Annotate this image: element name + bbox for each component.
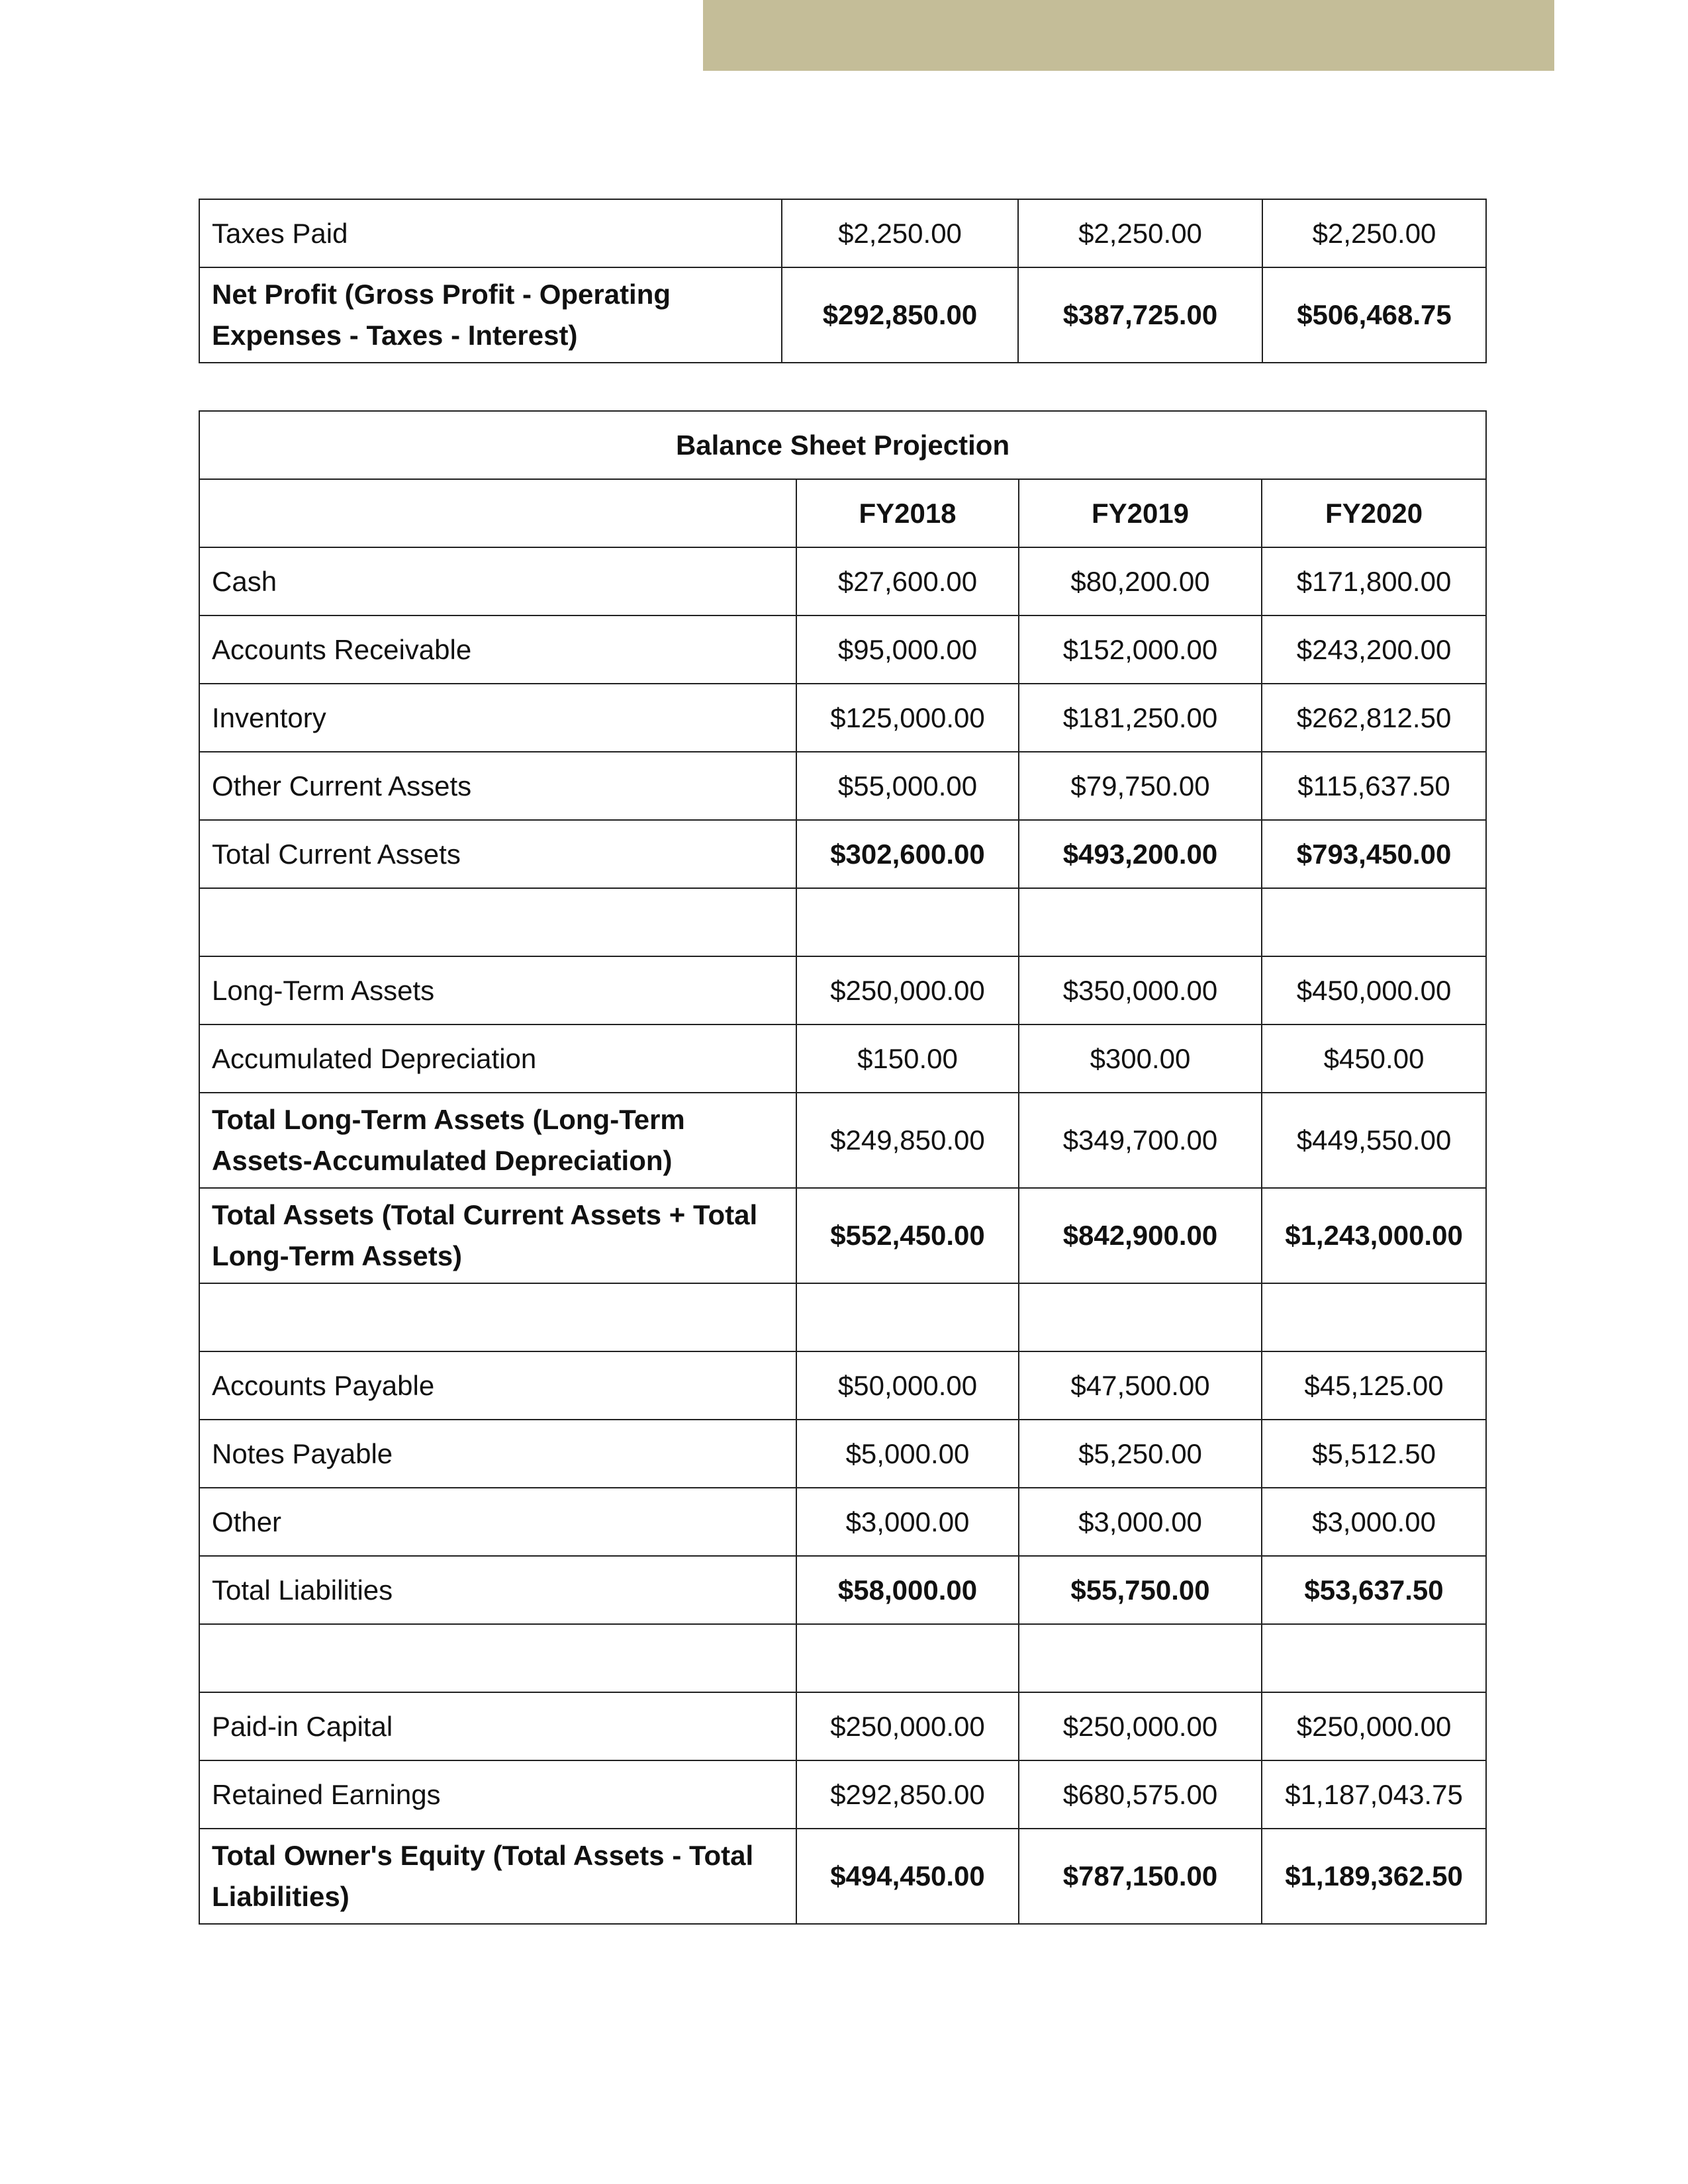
value-cell: $2,250.00 [782, 199, 1018, 267]
value-cell: $1,243,000.00 [1262, 1188, 1486, 1283]
value-cell: $243,200.00 [1262, 615, 1486, 684]
value-cell: $350,000.00 [1019, 956, 1262, 1024]
table-row [199, 1420, 1486, 1488]
value-cell: $150.00 [796, 1024, 1019, 1093]
column-header-year: FY2019 [1019, 479, 1262, 547]
value-cell [1019, 1624, 1262, 1692]
value-cell: $2,250.00 [1262, 199, 1486, 267]
value-cell: $3,000.00 [796, 1488, 1019, 1556]
value-cell: $1,187,043.75 [1262, 1760, 1486, 1829]
value-cell: $152,000.00 [1019, 615, 1262, 684]
value-cell: $680,575.00 [1019, 1760, 1262, 1829]
value-cell [796, 888, 1019, 956]
value-cell: $27,600.00 [796, 547, 1019, 615]
table-row [199, 615, 1486, 684]
table-row [199, 1024, 1486, 1093]
row-label: Total Current Assets [199, 820, 796, 888]
value-cell: $45,125.00 [1262, 1351, 1486, 1420]
table-row [199, 1556, 1486, 1624]
value-cell [1262, 1624, 1486, 1692]
table-row [199, 956, 1486, 1024]
row-label: Total Assets (Total Current Assets + Total Long-Term Assets) [199, 1188, 796, 1283]
table-row [199, 1351, 1486, 1420]
table-row [199, 684, 1486, 752]
value-cell: $262,812.50 [1262, 684, 1486, 752]
value-cell: $5,512.50 [1262, 1420, 1486, 1488]
value-cell: $793,450.00 [1262, 820, 1486, 888]
value-cell: $349,700.00 [1019, 1093, 1262, 1188]
value-cell: $292,850.00 [782, 267, 1018, 363]
row-label-net-profit: Net Profit (Gross Profit - Operating Expenses - Taxes - Interest) [199, 267, 782, 363]
value-cell: $552,450.00 [796, 1188, 1019, 1283]
value-cell: $125,000.00 [796, 684, 1019, 752]
value-cell: $450.00 [1262, 1024, 1486, 1093]
row-label: Total Liabilities [199, 1556, 796, 1624]
table-row [199, 1093, 1486, 1188]
spacer-row [199, 888, 1486, 956]
row-label: Paid-in Capital [199, 1692, 796, 1760]
value-cell: $3,000.00 [1262, 1488, 1486, 1556]
table-row [199, 752, 1486, 820]
table-row [199, 199, 1486, 267]
value-cell: $250,000.00 [796, 956, 1019, 1024]
value-cell: $58,000.00 [796, 1556, 1019, 1624]
value-cell: $449,550.00 [1262, 1093, 1486, 1188]
row-label: Notes Payable [199, 1420, 796, 1488]
value-cell: $50,000.00 [796, 1351, 1019, 1420]
row-label [199, 888, 796, 956]
table-row [199, 1760, 1486, 1829]
value-cell: $1,189,362.50 [1262, 1829, 1486, 1924]
value-cell: $292,850.00 [796, 1760, 1019, 1829]
row-label-taxes-paid: Taxes Paid [199, 199, 782, 267]
value-cell [1262, 1283, 1486, 1351]
row-label: Accounts Payable [199, 1351, 796, 1420]
value-cell: $3,000.00 [1019, 1488, 1262, 1556]
value-cell: $300.00 [1019, 1024, 1262, 1093]
value-cell: $787,150.00 [1019, 1829, 1262, 1924]
value-cell: $55,000.00 [796, 752, 1019, 820]
header-empty-cell [199, 479, 796, 547]
value-cell [1019, 1283, 1262, 1351]
value-cell: $55,750.00 [1019, 1556, 1262, 1624]
value-cell: $387,725.00 [1018, 267, 1262, 363]
table-row [199, 267, 1486, 363]
value-cell: $450,000.00 [1262, 956, 1486, 1024]
balance-sheet-table [199, 410, 1487, 1925]
value-cell [796, 1283, 1019, 1351]
row-label: Inventory [199, 684, 796, 752]
value-cell: $302,600.00 [796, 820, 1019, 888]
spacer-row [199, 1624, 1486, 1692]
value-cell [1262, 888, 1486, 956]
value-cell: $79,750.00 [1019, 752, 1262, 820]
table-header-row [199, 479, 1486, 547]
row-label: Accounts Receivable [199, 615, 796, 684]
row-label: Total Long-Term Assets (Long-Term Assets-Accumulated Depreciation) [199, 1093, 796, 1188]
value-cell: $53,637.50 [1262, 1556, 1486, 1624]
table-row [199, 1488, 1486, 1556]
row-label: Retained Earnings [199, 1760, 796, 1829]
value-cell: $5,000.00 [796, 1420, 1019, 1488]
value-cell: $5,250.00 [1019, 1420, 1262, 1488]
value-cell: $250,000.00 [1019, 1692, 1262, 1760]
value-cell: $171,800.00 [1262, 547, 1486, 615]
column-header-year: FY2018 [796, 479, 1019, 547]
row-label: Cash [199, 547, 796, 615]
table-row [199, 547, 1486, 615]
table-row [199, 820, 1486, 888]
row-label: Other Current Assets [199, 752, 796, 820]
value-cell: $47,500.00 [1019, 1351, 1262, 1420]
income-statement-table [199, 199, 1487, 363]
value-cell: $250,000.00 [1262, 1692, 1486, 1760]
value-cell [1019, 888, 1262, 956]
value-cell: $80,200.00 [1019, 547, 1262, 615]
value-cell: $842,900.00 [1019, 1188, 1262, 1283]
value-cell: $2,250.00 [1018, 199, 1262, 267]
table-title: Balance Sheet Projection [199, 411, 1486, 479]
row-label: Accumulated Depreciation [199, 1024, 796, 1093]
table-row [199, 1188, 1486, 1283]
value-cell: $494,450.00 [796, 1829, 1019, 1924]
table-row [199, 1829, 1486, 1924]
row-label [199, 1624, 796, 1692]
value-cell: $249,850.00 [796, 1093, 1019, 1188]
row-label: Long-Term Assets [199, 956, 796, 1024]
header-accent-band [703, 0, 1554, 71]
table-title-row [199, 411, 1486, 479]
value-cell [796, 1624, 1019, 1692]
row-label: Other [199, 1488, 796, 1556]
spacer-row [199, 1283, 1486, 1351]
table-row [199, 1692, 1486, 1760]
value-cell: $493,200.00 [1019, 820, 1262, 888]
value-cell: $506,468.75 [1262, 267, 1486, 363]
value-cell: $115,637.50 [1262, 752, 1486, 820]
row-label [199, 1283, 796, 1351]
value-cell: $250,000.00 [796, 1692, 1019, 1760]
row-label: Total Owner's Equity (Total Assets - Total Liabilities) [199, 1829, 796, 1924]
column-header-year: FY2020 [1262, 479, 1486, 547]
value-cell: $181,250.00 [1019, 684, 1262, 752]
value-cell: $95,000.00 [796, 615, 1019, 684]
